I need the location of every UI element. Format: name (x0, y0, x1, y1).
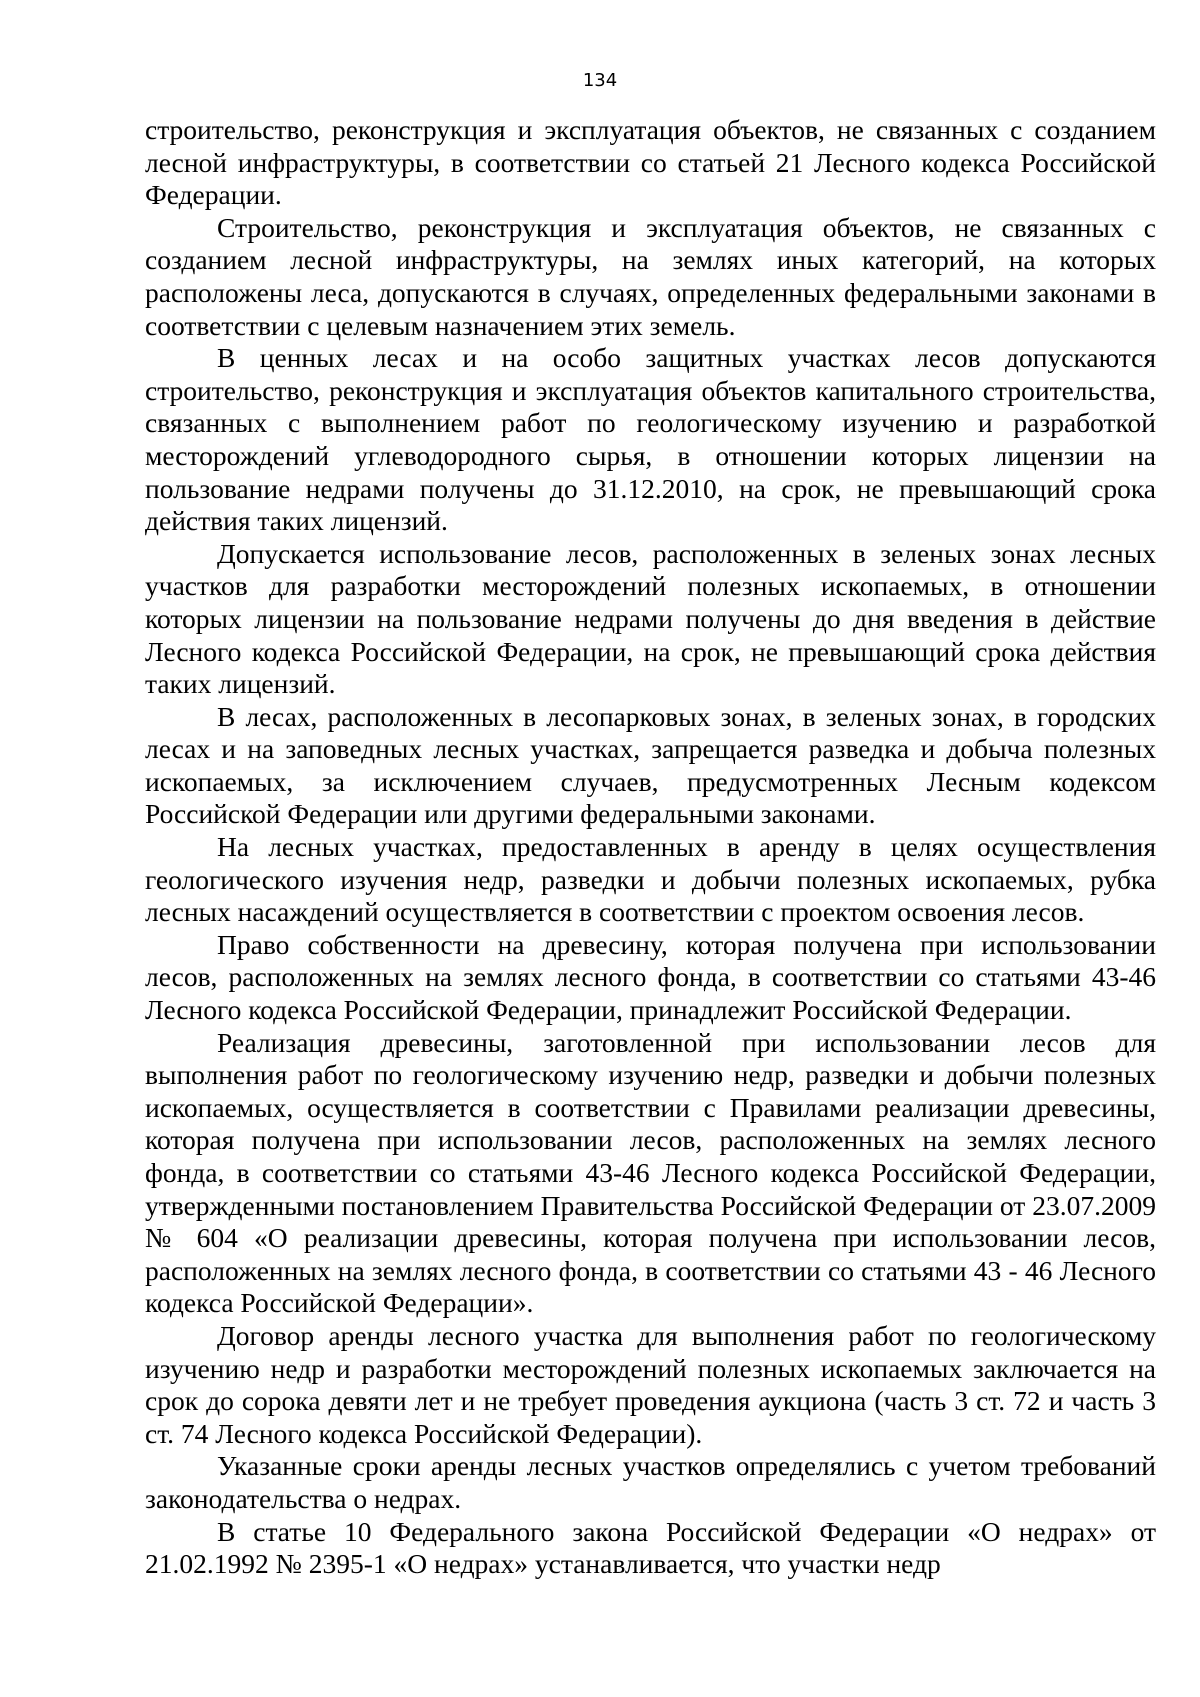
paragraph-5: В лесах, расположенных в лесопарковых зонах, в зеленых зонах, в городских лесах и на заповедных лесных участках, запрещается разведка и добыча полезных ископаемых, за исключением случаев, предусмотренных Лесным кодексом Российской Федерации или другими федеральными законами. (145, 700, 1156, 830)
paragraph-11: В статье 10 Федерального закона Российской Федерации «О недрах» от 21.02.1992 № 2395-1 «О недрах» устанавливается, что участки недр (145, 1515, 1156, 1580)
page-number: 134 (582, 70, 618, 91)
document-body (145, 114, 1156, 1581)
paragraph-3: В ценных лесах и на особо защитных участках лесов допускаются строительство, реконструкция и эксплуатация объектов капитального строительства, связанных с выполнением работ по геологическому изучению и разработкой месторождений углеводородного сырья, в отношении которых лицензии на пользование недрами получены до 31.12.2010, на срок, не превышающий срока действия таких лицензий. (145, 342, 1156, 537)
paragraph-1: строительство, реконструкция и эксплуатация объектов, не связанных с созданием лесной инфраструктуры, в соответствии со статьей 21 Лесного кодекса Российской Федерации. (145, 114, 1156, 211)
paragraph-6: На лесных участках, предоставленных в аренду в целях осуществления геологического изучения недр, разведки и добычи полезных ископаемых, рубка лесных насаждений осуществляется в соответствии с проектом освоения лесов. (145, 831, 1156, 928)
paragraph-4: Допускается использование лесов, расположенных в зеленых зонах лесных участков для разработки месторождений полезных ископаемых, в отношении которых лицензии на пользование недрами получены до дня введения в действие Лесного кодекса Российской Федерации, на срок, не превышающий срока действия таких лицензий. (145, 537, 1156, 700)
paragraph-9: Договор аренды лесного участка для выполнения работ по геологическому изучению недр и разработки месторождений полезных ископаемых заключается на срок до сорока девяти лет и не требует проведения аукциона (часть 3 ст. 72 и часть 3 ст. 74 Лесного кодекса Российской Федерации). (145, 1319, 1156, 1449)
paragraph-2: Строительство, реконструкция и эксплуатация объектов, не связанных с созданием лесной инфраструктуры, на землях иных категорий, на которых расположены леса, допускаются в случаях, определенных федеральными законами в соответствии с целевым назначением этих земель. (145, 211, 1156, 341)
paragraph-7: Право собственности на древесину, которая получена при использовании лесов, расположенных на землях лесного фонда, в соответствии со статьями 43-46 Лесного кодекса Российской Федерации, принадлежит Российской Федерации. (145, 928, 1156, 1026)
paragraph-10: Указанные сроки аренды лесных участков определялись с учетом требований законодательства о недрах. (145, 1450, 1156, 1514)
paragraph-8: Реализация древесины, заготовленной при использовании лесов для выполнения работ по геологическому изучению недр, разведки и добычи полезных ископаемых, осуществляется в соответствии с Правилами реализации древесины, которая получена при использовании лесов, расположенных на землях лесного фонда, в соответствии со статьями 43-46 Лесного кодекса Российской Федерации, утвержденными постановлением Правительства Российской Федерации от 23.07.2009 № 604 «О реализации древесины, которая получена при использовании лесов, расположенных на землях лесного фонда, в соответствии со статьями 43 - 46 Лесного кодекса Российской Федерации». (145, 1026, 1156, 1319)
